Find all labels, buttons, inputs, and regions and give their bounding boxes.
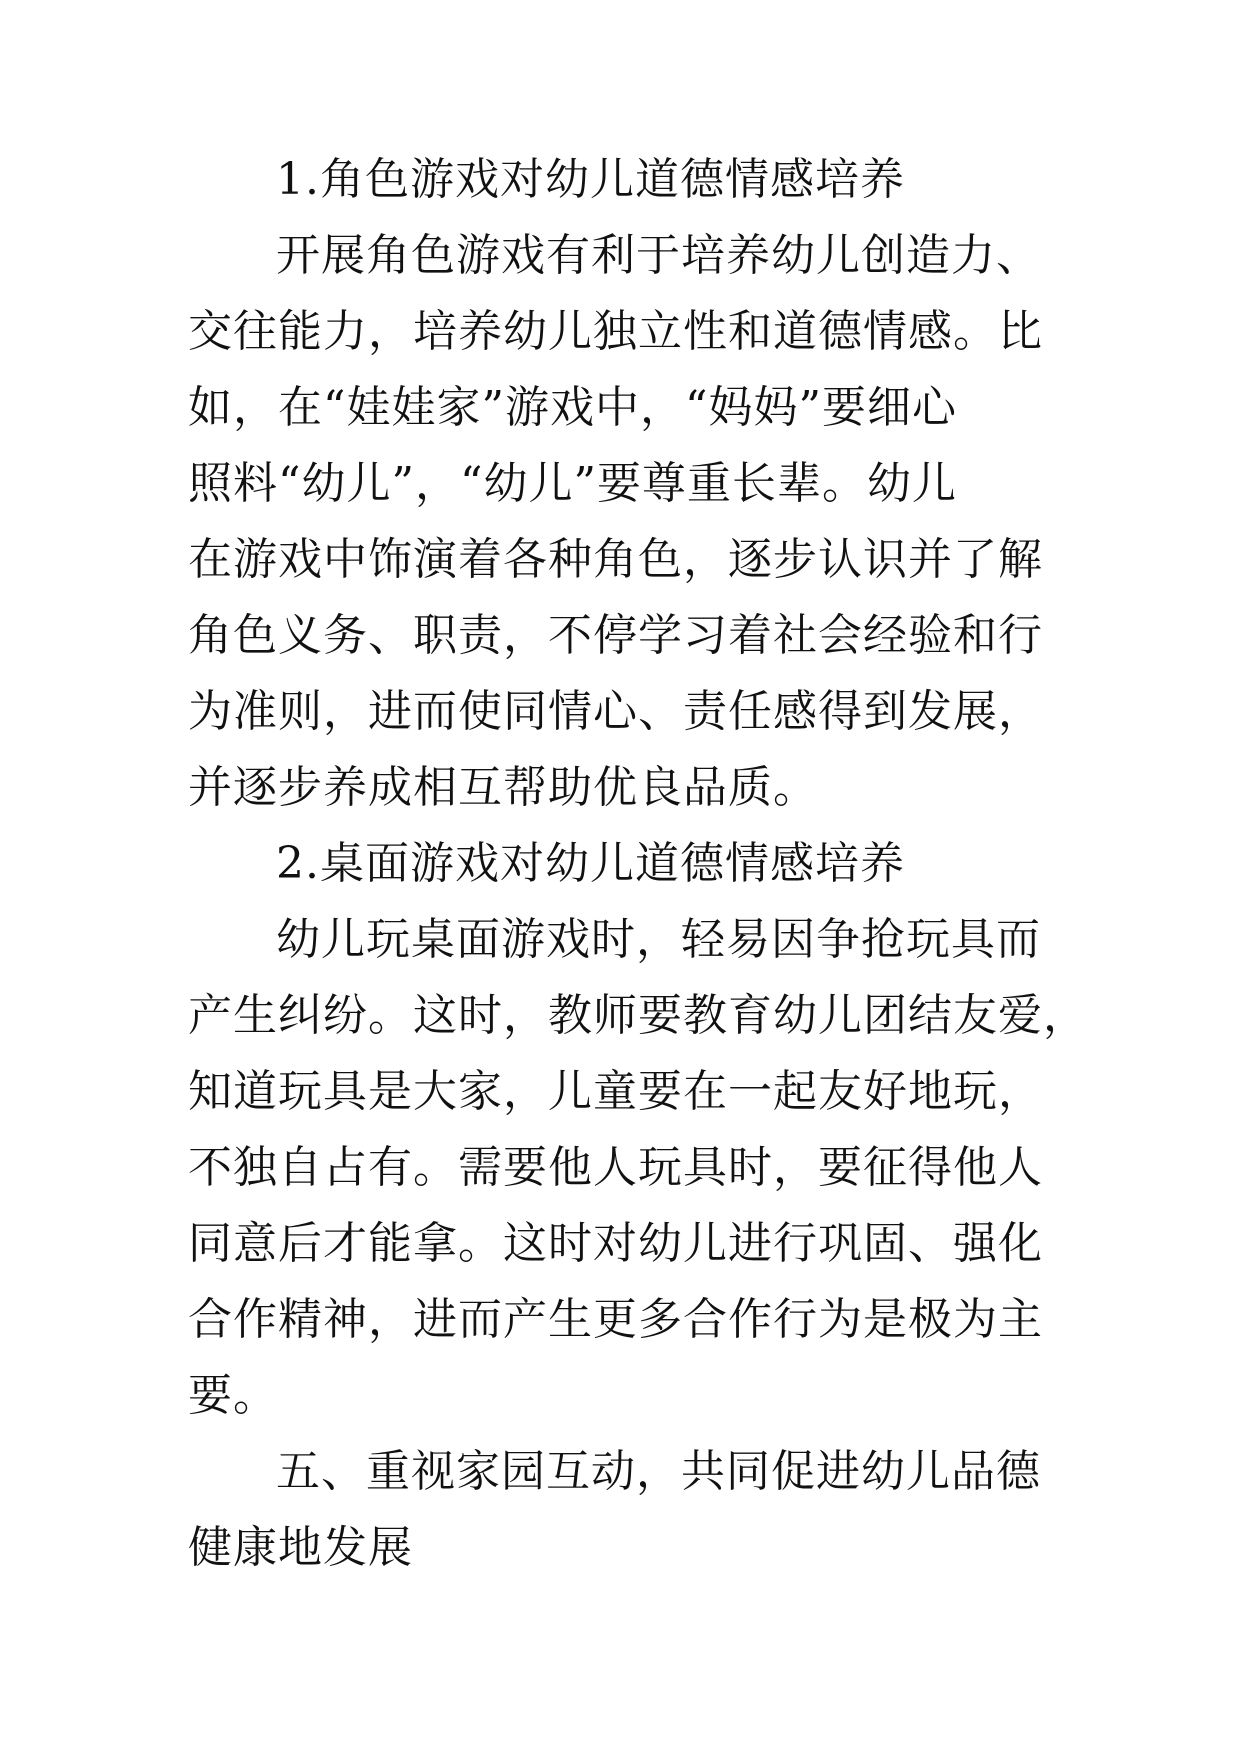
paragraph-line: 知道玩具是大家，儿童要在一起友好地玩， (188, 1066, 1043, 1117)
paragraph-line: 如，在“娃娃家”游戏中，“妈妈”要细心 (188, 382, 957, 433)
section-heading-5: 五、重视家园互动，共同促进幼儿品德 (276, 1446, 1041, 1497)
paragraph-line: 幼儿玩桌面游戏时，轻易因争抢玩具而 (276, 914, 1041, 965)
section-heading-1: 1.角色游戏对幼儿道德情感培养 (276, 154, 905, 205)
paragraph-line: 为准则，进而使同情心、责任感得到发展， (188, 686, 1043, 737)
paragraph-line: 不独自占有。需要他人玩具时，要征得他人 (188, 1142, 1043, 1193)
paragraph-line: 合作精神，进而产生更多合作行为是极为主 (188, 1294, 1043, 1345)
paragraph-line: 照料“幼儿”，“幼儿”要尊重长辈。幼儿 (188, 458, 957, 509)
paragraph-line: 产生纠纷。这时，教师要教育幼儿团结友爱， (188, 990, 1088, 1041)
section-heading-5-continued: 健康地发展 (188, 1522, 413, 1573)
paragraph-line: 要。 (188, 1370, 278, 1421)
paragraph-line: 并逐步养成相互帮助优良品质。 (188, 762, 818, 813)
paragraph-line: 在游戏中饰演着各种角色，逐步认识并了解 (188, 534, 1043, 585)
paragraph-line: 同意后才能拿。这时对幼儿进行巩固、强化 (188, 1218, 1043, 1269)
paragraph-line: 开展角色游戏有利于培养幼儿创造力、 (276, 230, 1041, 281)
section-heading-2: 2.桌面游戏对幼儿道德情感培养 (276, 838, 905, 889)
paragraph-line: 交往能力，培养幼儿独立性和道德情感。比 (188, 306, 1043, 357)
body-text (188, 154, 1088, 1602)
paragraph-line: 角色义务、职责，不停学习着社会经验和行 (188, 610, 1043, 661)
